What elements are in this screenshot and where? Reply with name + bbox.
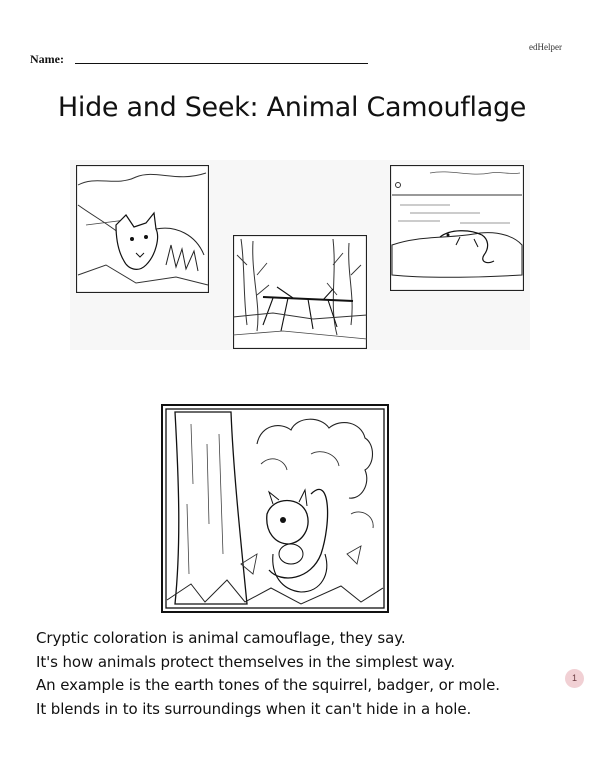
page-number-badge: 1: [565, 669, 584, 688]
poem-line: An example is the earth tones of the squirrel, badger, or mole.: [36, 676, 500, 694]
walking-stick-illustration: [233, 235, 367, 349]
name-field-line: [75, 63, 368, 64]
fox-illustration: [76, 165, 209, 293]
poem-line: Cryptic coloration is animal camouflage, they say.: [36, 629, 406, 647]
lizard-illustration: [390, 165, 524, 291]
poem: [36, 627, 500, 721]
brand-label: edHelper: [529, 42, 562, 52]
name-label: Name:: [30, 52, 64, 66]
poem-line: It's how animals protect themselves in the simplest way.: [36, 652, 455, 671]
poem-line: It blends in to its surroundings when it can't hide in a hole.: [36, 699, 472, 718]
page-title: Hide and Seek: Animal Camouflage: [57, 92, 527, 123]
squirrel-illustration: [161, 404, 389, 613]
